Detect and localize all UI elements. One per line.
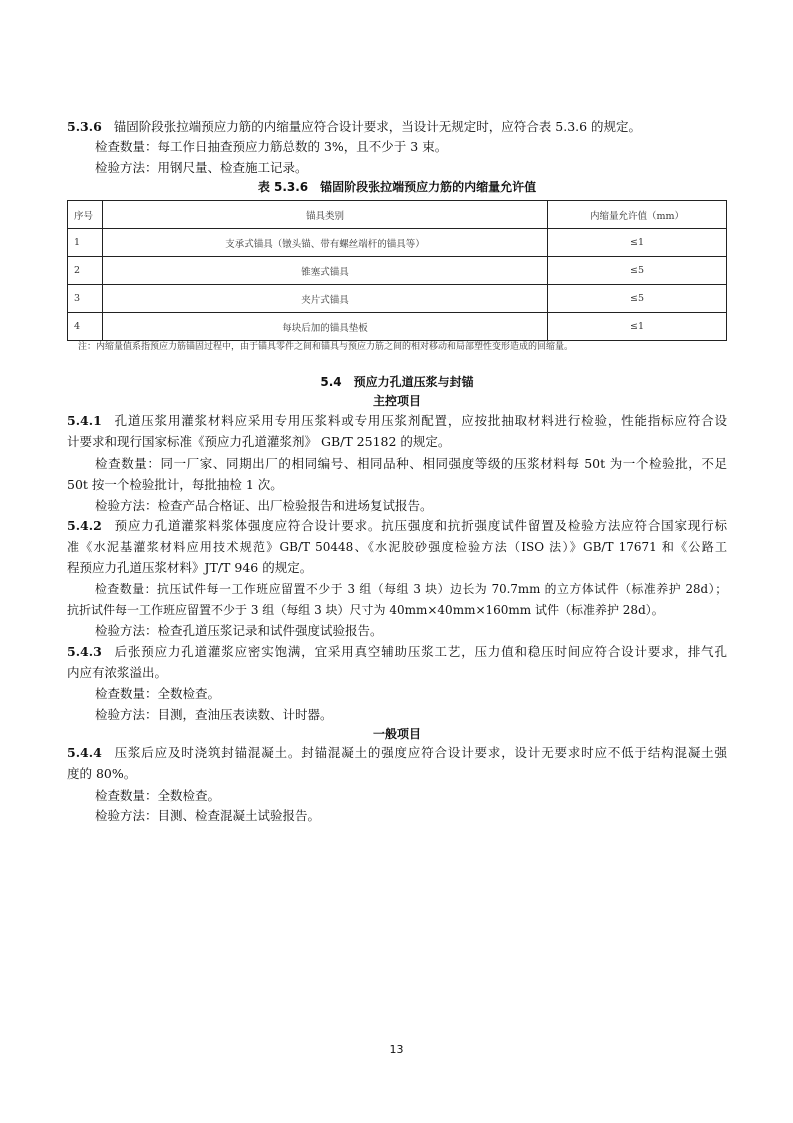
- clause-5-3-6: 5.3.6 锚固阶段张拉端预应力筋的内缩量应符合设计要求，当设计无规定时，应符合表 5.3.6 的规定。: [67, 119, 642, 134]
- inspection-quantity: 检查数量：每工作日抽查预应力筋总数的 3%，且不少于 3 束。: [95, 139, 448, 154]
- inspection-method: 检验方法：用钢尺量、检查施工记录。: [95, 160, 308, 175]
- page-number: 13: [389, 1043, 404, 1056]
- inspection-method: 检验方法：检查产品合格证、出厂检验报告和进场复试报告。: [95, 498, 433, 513]
- clause-5-4-2: 5.4.2 预应力孔道灌浆料浆体强度应符合设计要求。抗压强度和抗折强度试件留置及检验方法应符合国家现行标: [67, 518, 727, 533]
- clause-text: 内应有浓浆溢出。: [67, 665, 168, 680]
- general-items-heading: 一般项目: [372, 727, 421, 741]
- inspection-quantity: 检查数量：全数检查。: [95, 788, 221, 803]
- inspection-quantity: 检查数量：抗压试件每一工作班应留置不少于 3 组（每组 3 块）边长为 70.7mm 的立方体试件（标准养护 28d）；: [95, 582, 727, 596]
- clause-text: 程预应力孔道压浆材料》JT/T 946 的规定。: [67, 560, 313, 575]
- retraction-table: [67, 200, 727, 341]
- clause-5-4-4: 5.4.4 压浆后应及时浇筑封锚混凝土。封锚混凝土的强度应符合设计要求，设计无要求时应不低于结构混凝土强: [67, 745, 727, 760]
- table-row: 4 每块后加的锚具垫板 ≤1: [68, 313, 727, 341]
- inspection-quantity: 检查数量：全数检查。: [95, 686, 221, 701]
- clause-5-4-1: 5.4.1 孔道压浆用灌浆材料应采用专用压浆料或专用压浆剂配置，应按批抽取材料进行检验，性能指标应符合设: [67, 413, 727, 428]
- table-row: 2 锥塞式锚具 ≤5: [68, 257, 727, 285]
- main-items-heading: 主控项目: [372, 394, 421, 408]
- clause-5-4-3: 5.4.3 后张预应力孔道灌浆应密实饱满，宜采用真空辅助压浆工艺，压力值和稳压时间应符合设计要求，排气孔: [67, 644, 727, 659]
- inspection-method: 检验方法：检查孔道压浆记录和试件强度试验报告。: [95, 623, 383, 638]
- table-row: 3 夹片式锚具 ≤5: [68, 285, 727, 313]
- clause-text: 计要求和现行国家标准《预应力孔道灌浆剂》 GB/T 25182 的规定。: [67, 434, 451, 449]
- inspection-quantity-cont: 50t 按一个检验批计，每批抽检 1 次。: [67, 477, 283, 492]
- section-title: 5.4 预应力孔道压浆与封锚: [320, 375, 474, 389]
- inspection-method: 检验方法：目测、检查混凝土试验报告。: [95, 808, 321, 823]
- clause-text: 准《水泥基灌浆材料应用技术规范》GB/T 50448、《水泥胶砂强度检验方法（ISO 法）》GB/T 17671 和《公路工: [67, 540, 727, 554]
- table-row: 1 支承式锚具（镦头锚、带有螺丝端杆的锚具等） ≤1: [68, 229, 727, 257]
- clause-text: 度的 80%。: [67, 766, 137, 781]
- inspection-method: 检验方法：目测，查油压表读数、计时器。: [95, 707, 333, 722]
- inspection-quantity-cont: 抗折试件每一工作班应留置不少于 3 组（每组 3 块）尺寸为 40mm×40mm×160mm 试件（标准养护 28d）。: [67, 603, 664, 617]
- table-note: 注：内缩量值系指预应力筋锚固过程中，由于锚具零件之间和锚具与预应力筋之间的相对移动和局部塑性变形造成的回缩量。: [78, 342, 574, 352]
- inspection-quantity: 检查数量：同一厂家、同期出厂的相同编号、相同品种、相同强度等级的压浆材料每 50t 为一个检验批，不足: [95, 456, 727, 471]
- table-header-row: 序号 锚具类别 内缩量允许值（mm）: [68, 201, 727, 229]
- table-caption: 表 5.3.6 锚固阶段张拉端预应力筋的内缩量允许值: [257, 180, 537, 194]
